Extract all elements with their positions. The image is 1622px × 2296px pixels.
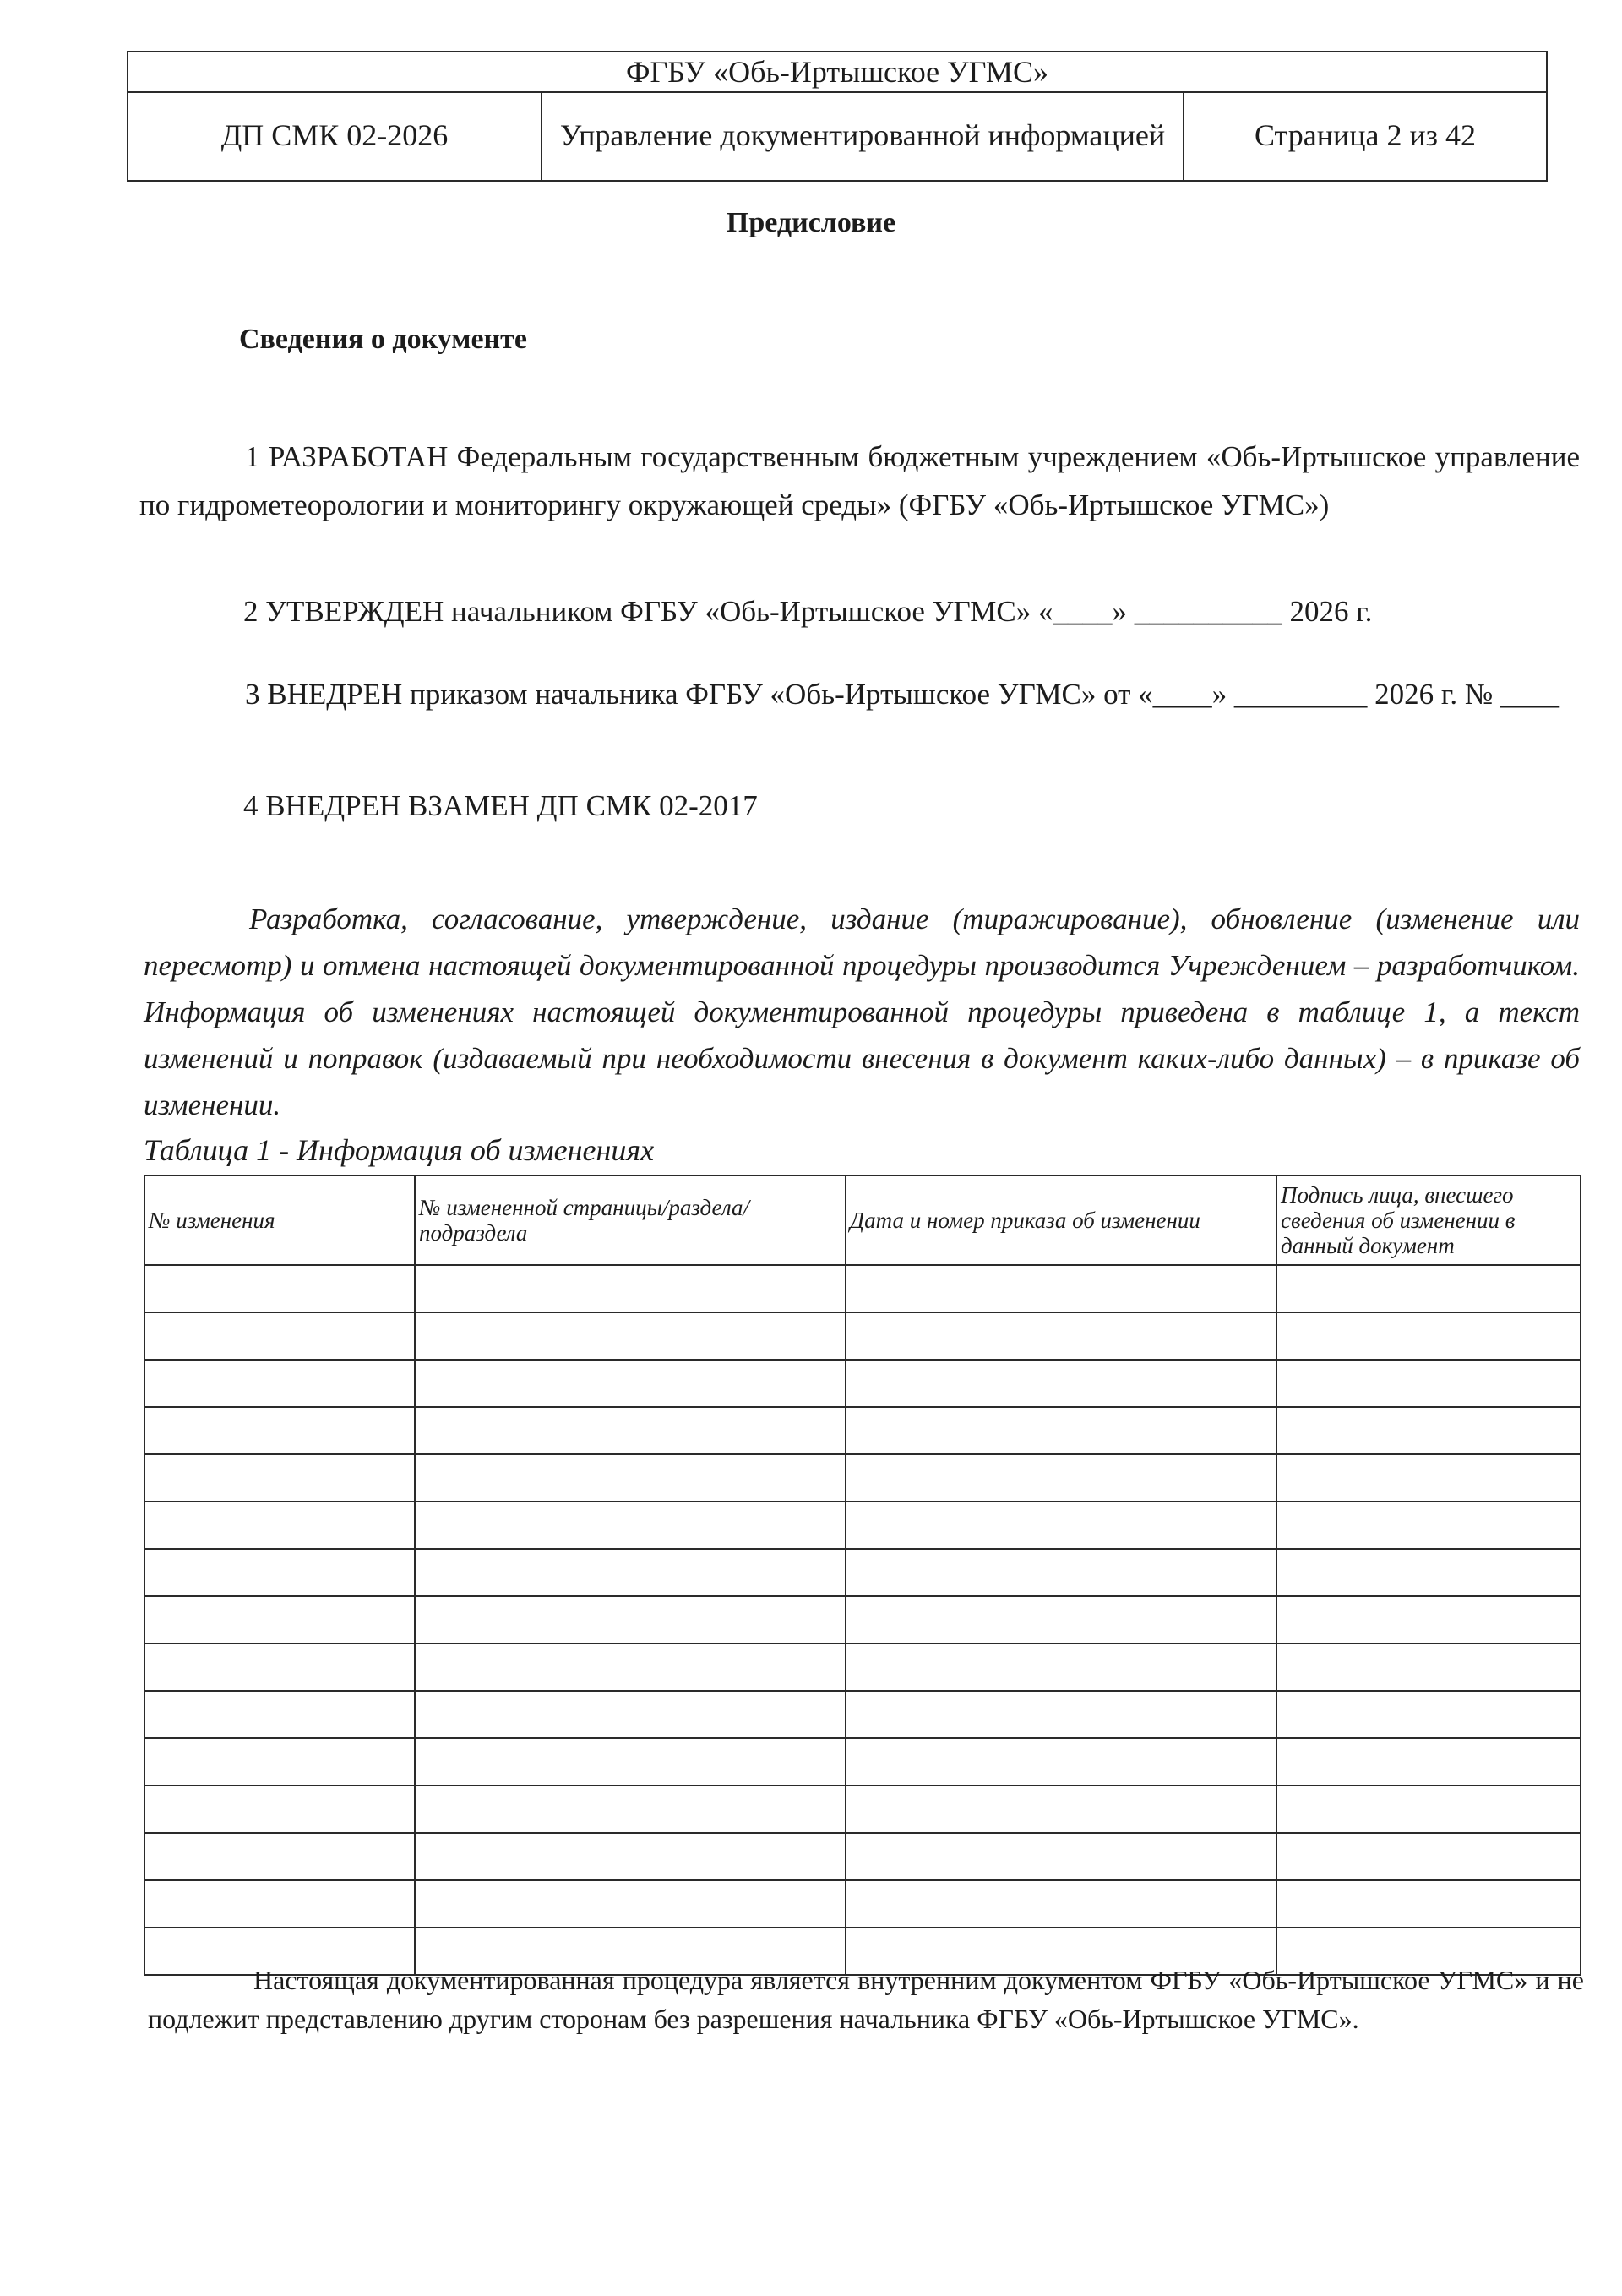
table-cell	[415, 1644, 846, 1691]
table-row	[144, 1312, 1581, 1360]
table-cell	[1276, 1880, 1581, 1928]
table-row	[144, 1786, 1581, 1833]
table-cell	[1276, 1454, 1581, 1502]
table-row	[144, 1644, 1581, 1691]
col-header-signature: Подпись лица, внесшего сведения об изменении в данный документ	[1276, 1175, 1581, 1265]
changes-table	[144, 1175, 1581, 1976]
table-cell	[415, 1596, 846, 1644]
table-cell	[1276, 1596, 1581, 1644]
table-cell	[415, 1312, 846, 1360]
section-subtitle: Сведения о документе	[239, 324, 527, 355]
table-cell	[846, 1312, 1276, 1360]
table-cell	[144, 1502, 415, 1549]
col-header-change-number: № изменения	[144, 1175, 415, 1265]
table-cell	[415, 1502, 846, 1549]
table-cell	[1276, 1360, 1581, 1407]
table-cell	[846, 1454, 1276, 1502]
table-cell	[846, 1691, 1276, 1738]
table-cell	[144, 1833, 415, 1880]
item-developed: 1 РАЗРАБОТАН Федеральным государственным бюджетным учреждением «Обь-Иртышское управление по гидрометеорологии и мониторингу окружающей среды» (ФГБУ «Обь-Иртышское УГМС»)	[139, 440, 1580, 521]
table-cell	[846, 1596, 1276, 1644]
table-cell	[144, 1312, 415, 1360]
footer-note: Настоящая документированная процедура является внутренним документом ФГБУ «Обь-Иртышское УГМС» и не подлежит представлению другим сторонам без разрешения начальника ФГБУ «Обь-Иртышское УГМС».	[148, 1965, 1584, 2034]
table-cell	[144, 1454, 415, 1502]
table-row	[144, 1833, 1581, 1880]
table-row	[144, 1691, 1581, 1738]
table-cell	[144, 1691, 415, 1738]
table-cell	[1276, 1502, 1581, 1549]
item-implemented: 3 ВНЕДРЕН приказом начальника ФГБУ «Обь-Иртышское УГМС» от «____» _________ 2026 г. № ____	[245, 678, 1559, 711]
table-row	[144, 1880, 1581, 1928]
table-cell	[1276, 1265, 1581, 1312]
table-row	[144, 1265, 1581, 1312]
table-cell	[415, 1880, 846, 1928]
item-approved: 2 УТВЕРЖДЕН начальником ФГБУ «Обь-Иртышское УГМС» «____» __________ 2026 г.	[243, 595, 1373, 628]
table-cell	[1276, 1691, 1581, 1738]
note-paragraph: Разработка, согласование, утверждение, издание (тиражирование), обновление (изменение или пересмотр) и отмена настоящей документированной процедуры производится Учреждением – разработчиком. Информация об изменениях настоящей документированной процедуры приведена в таблице 1, а текст изменений и поправок (издаваемый при необходимости внесения в документ каких-либо данных) – в приказе об изменении.	[144, 903, 1580, 1121]
table-cell	[144, 1880, 415, 1928]
table-cell	[415, 1786, 846, 1833]
table-cell	[415, 1454, 846, 1502]
table-cell	[1276, 1312, 1581, 1360]
table-cell	[1276, 1833, 1581, 1880]
table-cell	[415, 1407, 846, 1454]
table-cell	[415, 1691, 846, 1738]
table-cell	[415, 1265, 846, 1312]
table-cell	[846, 1265, 1276, 1312]
header-page-label: Страница 2 из 42	[1255, 117, 1476, 152]
table-cell	[846, 1502, 1276, 1549]
table-cell	[846, 1880, 1276, 1928]
table-body	[144, 1265, 1581, 1975]
table-caption: Таблица 1 - Информация об изменениях	[144, 1133, 655, 1167]
table-row	[144, 1360, 1581, 1407]
table-row	[144, 1502, 1581, 1549]
table-cell	[144, 1738, 415, 1786]
table-cell	[415, 1360, 846, 1407]
document-header	[127, 51, 1548, 182]
table-cell	[144, 1549, 415, 1596]
table-cell	[846, 1786, 1276, 1833]
table-row	[144, 1549, 1581, 1596]
table-row	[144, 1407, 1581, 1454]
page-title: Предисловие	[726, 207, 896, 238]
table-cell	[144, 1407, 415, 1454]
table-cell	[144, 1360, 415, 1407]
table-cell	[1276, 1786, 1581, 1833]
table-cell	[144, 1786, 415, 1833]
table-row	[144, 1454, 1581, 1502]
table-cell	[415, 1549, 846, 1596]
table-row	[144, 1596, 1581, 1644]
table-cell	[1276, 1644, 1581, 1691]
table-cell	[846, 1644, 1276, 1691]
header-row	[127, 91, 1548, 182]
table-cell	[144, 1265, 415, 1312]
table-cell	[1276, 1407, 1581, 1454]
table-cell	[415, 1738, 846, 1786]
item-replaces: 4 ВНЕДРЕН ВЗАМЕН ДП СМК 02-2017	[243, 789, 758, 822]
table-cell	[144, 1644, 415, 1691]
table-cell	[846, 1407, 1276, 1454]
header-doc-code: ДП СМК 02-2026	[128, 91, 542, 180]
table-cell	[1276, 1738, 1581, 1786]
col-header-changed-page: № измененной страницы/раздела/подраздела	[415, 1175, 846, 1265]
header-doc-title: Управление документированной информацией	[542, 91, 1184, 180]
table-row	[144, 1738, 1581, 1786]
table-header-row	[144, 1175, 1581, 1265]
table-cell	[1276, 1549, 1581, 1596]
table-cell	[144, 1596, 415, 1644]
header-organization: ФГБУ «Обь-Иртышское УГМС»	[127, 51, 1548, 93]
table-cell	[415, 1833, 846, 1880]
table-cell	[846, 1738, 1276, 1786]
table-cell	[846, 1833, 1276, 1880]
table-cell	[846, 1360, 1276, 1407]
table-cell	[846, 1549, 1276, 1596]
col-header-order-date: Дата и номер приказа об изменении	[846, 1175, 1276, 1265]
